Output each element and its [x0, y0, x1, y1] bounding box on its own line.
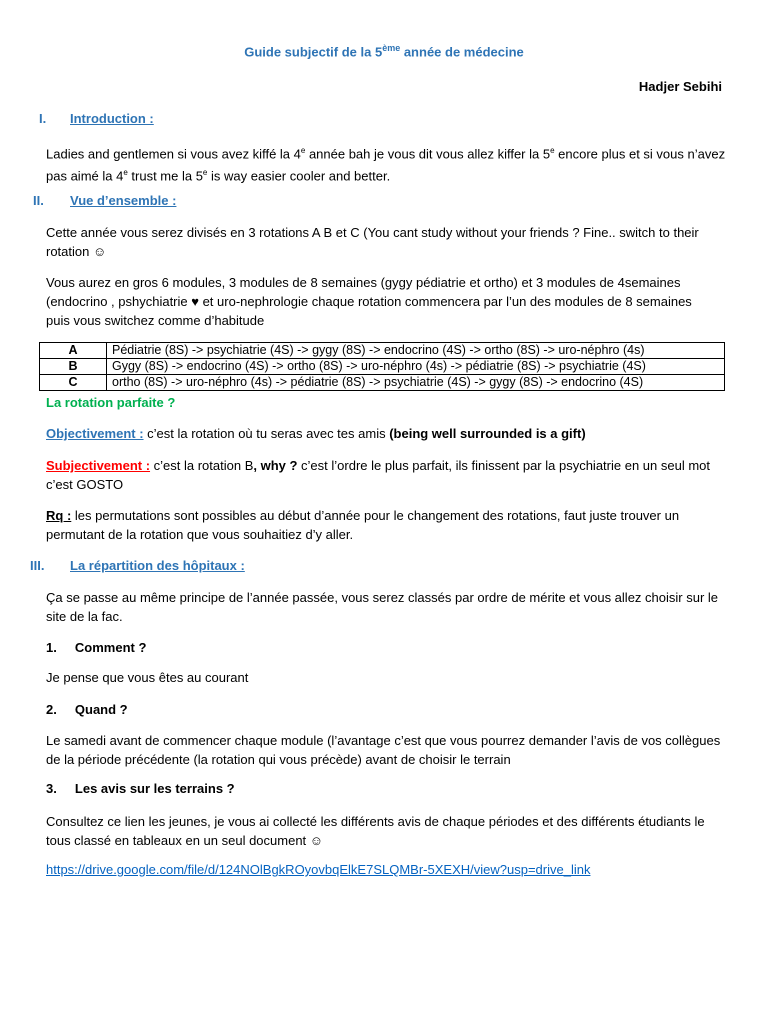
- table-row: [40, 359, 725, 375]
- question-avis: 3. Les avis sur les terrains ?: [46, 781, 235, 796]
- answer-comment: Je pense que vous êtes au courant: [46, 670, 249, 685]
- rotation-label: B: [40, 359, 107, 375]
- author-name: Hadjer Sebihi: [638, 79, 722, 94]
- intro-paragraph: [46, 141, 725, 186]
- perfect-rotation-heading: La rotation parfaite ?: [46, 395, 176, 410]
- overview-paragraph-1: Cette année vous serez divisés en 3 rotations A B et C (You cant study without your friends ? Fine.. switch to their rotation ☺: [46, 225, 699, 259]
- text-line: Ladies and gentlemen si vous avez kiffé la 4e année bah je vous dit vous allez kiffer la 5e encore plus et si vous n’avez: [46, 146, 726, 162]
- section-heading-hospitals: [30, 558, 245, 573]
- text-line: pas aimé la 4e trust me la 5e is way easier cooler and better.: [46, 168, 391, 184]
- rotation-sequence: ortho (8S) -> uro-néphro (4s) -> pédiatrie (8S) -> psychiatrie (4S) -> gygy (8S) -> endocrino (4S): [107, 375, 725, 391]
- rotations-table: [39, 342, 725, 391]
- section-heading-introduction: [39, 111, 154, 126]
- remark-paragraph: Rq : les permutations sont possibles au début d’année pour le changement des rotations, faut juste trouver un permutant de la rotation que vous souhaitiez d’y aller.: [46, 508, 680, 542]
- section-number: I.: [39, 111, 47, 126]
- rotation-label: A: [40, 343, 107, 359]
- document-title: Guide subjectif de la 5ème année de médecine: [244, 43, 524, 60]
- hospitals-paragraph: Ça se passe au même principe de l’année passée, vous serez classés par ordre de mérite et vous allez choisir sur le site de la fac.: [46, 590, 719, 624]
- drive-link[interactable]: https://drive.google.com/file/d/124NOlBgkROyovbqElkE7SLQMBr-5XEXH/view?usp=drive_link: [46, 862, 591, 877]
- rotation-label: C: [40, 375, 107, 391]
- objective-paragraph: Objectivement : c’est la rotation où tu seras avec tes amis (being well surrounded is a gift): [46, 426, 586, 441]
- question-quand: 2. Quand ?: [46, 702, 128, 717]
- question-comment: 1. Comment ?: [46, 640, 147, 655]
- table-row: [40, 343, 725, 359]
- section-number: II.: [33, 193, 44, 208]
- section-title: Introduction :: [70, 111, 154, 126]
- overview-paragraph-2: Vous aurez en gros 6 modules, 3 modules de 8 semaines (gygy pédiatrie et ortho) et 3 modules de 4semaines (endocrino , pshychiatrie ♥ et uro-nephrologie chaque rotation commencera par l’un des modules de 8 semaines puis vous switchez comme d’habitude: [46, 275, 692, 328]
- table-row: [40, 375, 725, 391]
- rotation-sequence: Pédiatrie (8S) -> psychiatrie (4S) -> gygy (8S) -> endocrino (4S) -> ortho (8S) -> uro-néphro (4s): [107, 343, 725, 359]
- section-number: III.: [30, 558, 45, 573]
- section-heading-overview: [33, 193, 177, 208]
- answer-quand: Le samedi avant de commencer chaque module (l’avantage c’est que vous pourrez demander l’avis de vos collègues de la période précédente (la rotation qui vous précède) avant de choisir le terrain: [46, 733, 721, 767]
- section-title: Vue d’ensemble :: [70, 193, 177, 208]
- subjective-paragraph: Subjectivement : c’est la rotation B, why ? c’est l’ordre le plus parfait, ils finissent par la psychiatrie en un seul mot c’est GOSTO: [46, 458, 711, 492]
- rotation-sequence: Gygy (8S) -> endocrino (4S) -> ortho (8S) -> uro-néphro (4s) -> pédiatrie (8S) -> psychiatrie (4S): [107, 359, 725, 375]
- section-title: La répartition des hôpitaux :: [70, 558, 245, 573]
- answer-avis: Consultez ce lien les jeunes, je vous ai collecté les différents avis de chaque périodes et des différents étudiants le tous classé en tableaux en un seul document ☺: [46, 814, 705, 848]
